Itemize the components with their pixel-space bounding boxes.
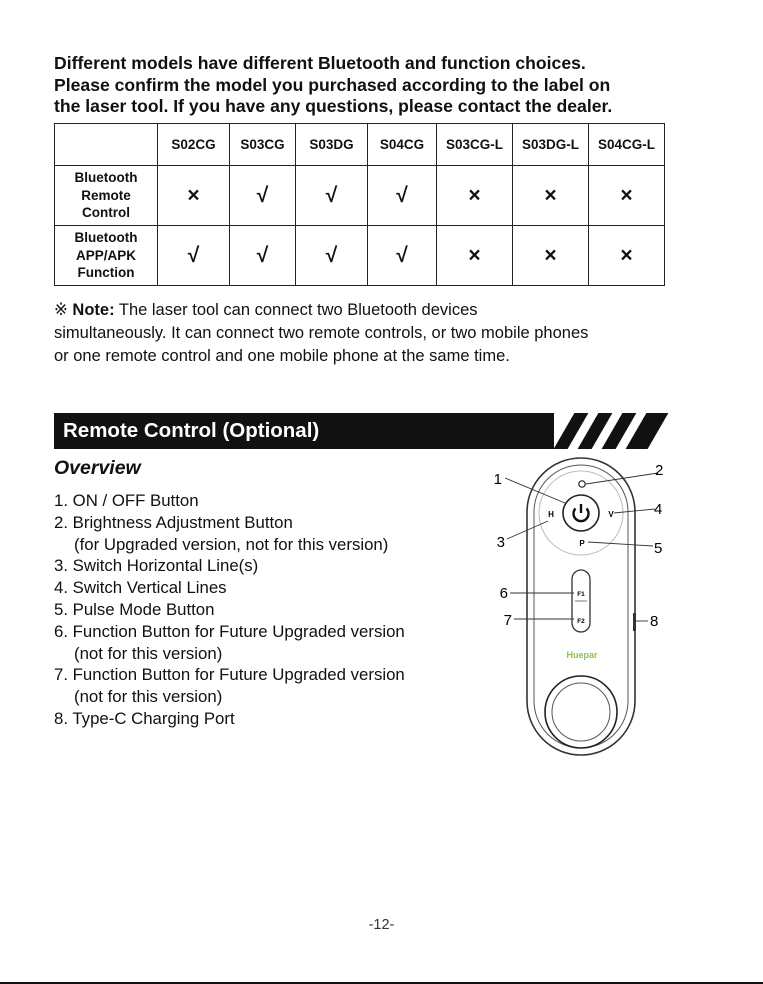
callout-number: 2: [655, 462, 664, 479]
table-cell: ×: [589, 166, 665, 226]
list-item: 6. Function Button for Future Upgraded version: [54, 621, 405, 641]
table-cell: √: [296, 226, 368, 286]
column-header: S03CG: [230, 124, 296, 166]
table-cell: ×: [158, 166, 230, 226]
pulse-button-label: P: [579, 539, 585, 548]
table-row: [55, 166, 665, 226]
callout-number: 1: [493, 471, 502, 488]
callout-number: 4: [654, 501, 663, 518]
model-comparison-table: [54, 123, 665, 286]
type-c-port: [633, 613, 636, 631]
table-cell: √: [230, 166, 296, 226]
list-item-note: (not for this version): [74, 643, 223, 663]
section-title: Remote Control (Optional): [63, 419, 320, 442]
table-row: [55, 226, 665, 286]
table-header-row: [55, 124, 665, 166]
note-line: or one remote control and one mobile phone at the same time.: [54, 347, 510, 365]
list-item: 2. Brightness Adjustment Button: [54, 512, 293, 532]
list-item: 7. Function Button for Future Upgraded version: [54, 665, 405, 685]
intro-line: the laser tool. If you have any questions, please contact the dealer.: [54, 96, 613, 116]
f1-button-label: F1: [577, 591, 585, 598]
list-item: 4. Switch Vertical Lines: [54, 578, 227, 598]
table-cell: ×: [437, 226, 513, 286]
row-header: Bluetooth Remote Control: [55, 166, 158, 226]
h-button-label: H: [548, 510, 554, 519]
note-line: [54, 299, 754, 322]
table-cell: √: [368, 226, 437, 286]
column-header: S03CG-L: [437, 124, 513, 166]
intro-line: Different models have different Bluetooth and function choices.: [54, 53, 586, 73]
list-item: 1. ON / OFF Button: [54, 491, 199, 510]
note-label: Note:: [72, 301, 115, 319]
page-number: -12-: [368, 917, 395, 933]
note-line: simultaneously. It can connect two remote controls, or two mobile phones: [54, 324, 589, 342]
table-cell: √: [230, 226, 296, 286]
table-cell: ×: [513, 226, 589, 286]
feature-list: [54, 490, 405, 730]
list-item-note: (not for this version): [74, 687, 223, 707]
table-cell: √: [368, 166, 437, 226]
row-header: Bluetooth APP/APK Function: [55, 226, 158, 286]
callout-number: 7: [503, 612, 512, 629]
intro-line: Please confirm the model you purchased according to the label on: [54, 74, 611, 95]
callout-number: 5: [654, 540, 663, 557]
column-header: S03DG-L: [513, 124, 589, 166]
table-cell: √: [296, 166, 368, 226]
v-button-label: V: [608, 510, 614, 519]
remote-control-diagram: [490, 455, 680, 765]
reference-mark-icon: ※: [54, 301, 68, 319]
table-cell: ×: [513, 166, 589, 226]
f2-button-label: F2: [577, 618, 585, 625]
table-cell: ×: [437, 166, 513, 226]
callout-number: 8: [650, 613, 659, 630]
brand-logo: Huepar: [566, 650, 598, 660]
list-item: 5. Pulse Mode Button: [54, 599, 215, 619]
note-text: The laser tool can connect two Bluetooth devices: [114, 301, 478, 319]
list-item: 3. Switch Horizontal Line(s): [54, 556, 259, 576]
column-header: S03DG: [296, 124, 368, 166]
table-cell: ×: [589, 226, 665, 286]
callout-number: 3: [496, 534, 505, 551]
column-header: S02CG: [158, 124, 230, 166]
list-item: 8. Type-C Charging Port: [54, 708, 235, 728]
callout-number: 6: [499, 585, 508, 602]
column-header: S04CG-L: [589, 124, 665, 166]
table-cell: √: [158, 226, 230, 286]
intro-paragraph: [54, 53, 714, 118]
section-heading-bar: [54, 413, 664, 449]
note-paragraph: [54, 299, 754, 368]
column-header: S04CG: [368, 124, 437, 166]
overview-heading: Overview: [54, 457, 141, 479]
table-corner-cell: [55, 124, 158, 166]
list-item-note: (for Upgraded version, not for this version): [74, 534, 389, 554]
